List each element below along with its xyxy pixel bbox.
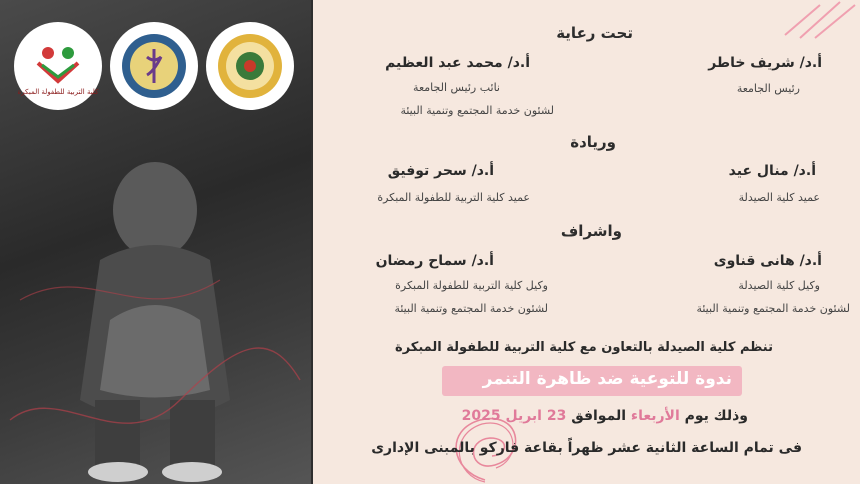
person-name: أ.د/ سماح رمضان	[375, 253, 494, 269]
pharmacy-emblem-icon	[119, 31, 189, 101]
person-name: أ.د/ سحر توفيق	[387, 163, 494, 179]
logo-label: كلية التربية للطفولة المبكرة	[17, 88, 99, 96]
person-name: أ.د/ هانى قناوى	[713, 253, 822, 269]
university-seal-icon	[215, 31, 285, 101]
person-name: أ.د/ شريف خاطر	[708, 55, 822, 71]
mansoura-university-logo	[206, 22, 294, 110]
logo-row	[14, 22, 294, 110]
kindergarten-faculty-logo	[14, 22, 102, 110]
leadership-heading: وريادة	[570, 133, 616, 151]
person-role: لشئون خدمة المجتمع وتنمية البيئة	[696, 302, 850, 315]
supervision-heading: واشراف	[560, 222, 622, 240]
person-role: وكيل كلية التربية للطفولة المبكرة	[395, 279, 548, 292]
pharmacy-faculty-logo	[110, 22, 198, 110]
date-value: 23 ابريل 2025	[461, 408, 567, 424]
person-name: أ.د/ منال عيد	[728, 163, 816, 179]
organizer-line: تنظم كلية الصيدلة بالتعاون مع كلية التربية للطفولة المبكرة	[395, 340, 773, 355]
patronage-heading: تحت رعاية	[556, 24, 633, 42]
invitation-content	[313, 0, 860, 484]
event-date-line	[462, 408, 748, 424]
person-role: رئيس الجامعة	[736, 82, 800, 95]
event-title: ندوة للتوعية ضد ظاهرة التنمر	[482, 369, 732, 389]
person-role: وكيل كلية الصيدلة	[738, 279, 820, 292]
person-role: عميد كلية التربية للطفولة المبكرة	[377, 191, 530, 204]
person-role: نائب رئيس الجامعة	[413, 81, 500, 94]
person-role: عميد كلية الصيدلة	[738, 191, 820, 204]
date-day: الأربعاء	[630, 408, 680, 424]
person-name: أ.د/ محمد عبد العظيم	[385, 55, 530, 71]
event-time-location: فى تمام الساعة الثانية عشر ظهراً بقاعة فاركو بالمبنى الإدارى	[371, 440, 802, 456]
person-role: لشئون خدمة المجتمع وتنمية البيئة	[400, 104, 554, 117]
person-role: لشئون خدمة المجتمع وتنمية البيئة	[394, 302, 548, 315]
date-mid: الموافق	[571, 408, 627, 424]
date-prefix: وذلك يوم	[684, 408, 748, 424]
children-hands-icon	[28, 41, 88, 91]
